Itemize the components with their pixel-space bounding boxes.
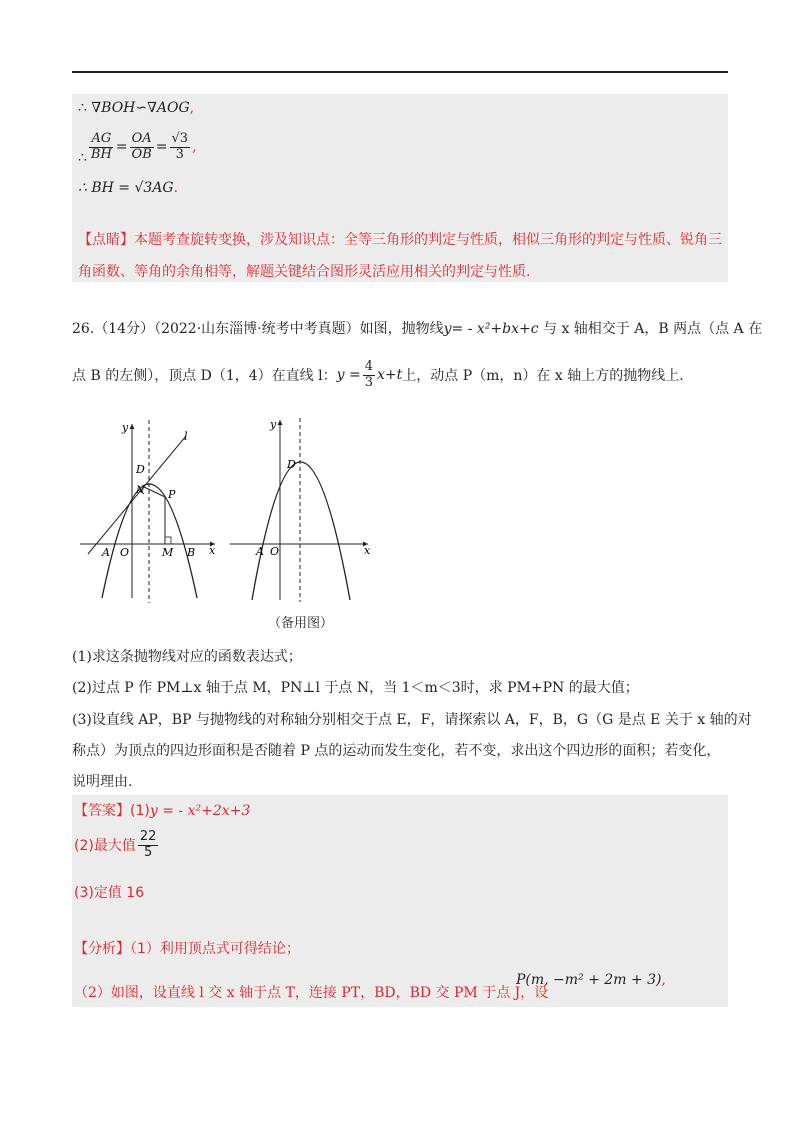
figure-main: [80, 418, 230, 604]
fig1-label-d: D: [136, 463, 145, 476]
red-comma-2: ,: [192, 139, 197, 155]
fig1-label-m: M: [162, 546, 174, 559]
fig2-label-x: x: [364, 544, 371, 557]
fig1-label-p: P: [168, 488, 176, 501]
question-3-line-2: 称点）为顶点的四边形面积是否随着 P 点的运动而发生变化，若不变，求出这个四边形的面积；若变化，: [72, 743, 721, 759]
proof-line-1: [78, 100, 194, 116]
dianjing-line-1: 【点睛】本题考查旋转变换，涉及知识点：全等三角形的判定与性质，相似三角形的判定与性质、锐角三: [78, 232, 722, 248]
fig1-label-a: A: [102, 546, 110, 559]
fig1-label-x: x: [209, 544, 216, 557]
problem-line-1: 26.（14分）（2022·山东淄博·统考中考真题）如图，抛物线y= - x²+bx+c 与 x 轴相交于 A，B 两点（点 A 在: [72, 321, 763, 337]
fig1-label-o: O: [120, 546, 130, 559]
question-3-line-1: (3)设直线 AP，BP 与抛物线的对称轴分别相交于点 E，F，请探索以 A，F，B，G（G 是点 E 关于 x 轴的对: [72, 712, 752, 728]
parabola-2: [252, 462, 350, 600]
dianjing-line-2: 角函数、等角的余角相等，解题关键结合图形灵活应用相关的判定与性质.: [78, 264, 531, 280]
fig2-label-y: y: [270, 418, 277, 431]
dianjing-tag: 【点睛】: [78, 232, 134, 248]
analysis-formula: P(m, −m² + 2m + 3),: [516, 972, 666, 988]
question-1: (1)求这条抛物线对应的函数表达式；: [72, 649, 302, 665]
proof-line-2: ∴ $\frac{AG}{BH}$ = $\frac{OA}{OB}$ = $\frac{√3}{3}$ ,: [78, 130, 197, 166]
analysis-line-1: 【分析】（1）利用顶点式可得结论；: [74, 941, 300, 957]
problem-line-2: 点 B 的左侧），顶点 D（1，4）在直线 l： y = $\frac{4}{3}$ x+t 上，动点 P（m，n）在 x 轴上方的抛物线上.: [72, 359, 684, 390]
analysis-tag: 【分析】: [74, 941, 130, 957]
therefore-symbol: ∴: [78, 100, 87, 116]
fig2-label-a: A: [256, 545, 264, 558]
analysis-line-2: （2）如图，设直线 l 交 x 轴于点 T，连接 PT，BD，BD 交 PM 于点 J，设: [74, 985, 549, 1001]
similar-triangles-text: ∇BOH∽∇AOG: [91, 100, 190, 116]
answer-line-2: (2)最大值 $\frac{22}{5}$: [74, 829, 157, 860]
answer-tag: 【答案】: [74, 803, 130, 819]
fraction-22-5: $\frac{22}{5}$: [139, 829, 157, 860]
fraction-4-3: $\frac{4}{3}$: [364, 359, 373, 390]
figure-caption: （备用图）: [268, 616, 334, 631]
fig1-label-y: y: [122, 421, 129, 434]
fraction-sqrt3-3: $\frac{√3}{3}$: [171, 130, 189, 162]
fig2-label-d: D: [287, 458, 296, 471]
fig1-label-b: B: [187, 546, 196, 559]
proof-line-3: ∴ BH = √3AG.: [78, 180, 179, 196]
question-2: (2)过点 P 作 PM⊥x 轴于点 M，PN⊥l 于点 N，当 1＜m＜3时，求 PM+PN 的最大值；: [72, 680, 639, 696]
therefore-symbol-2: ∴: [78, 150, 87, 166]
fig1-label-n: N: [136, 485, 145, 496]
answer-line-1: 【答案】(1)y = - x²+2x+3: [74, 803, 251, 819]
header-rule: [72, 71, 728, 73]
bh-equation: ∴ BH = √3AG: [78, 180, 174, 196]
question-3-line-3: 说明理由.: [72, 774, 133, 790]
fraction-oa-ob: $\frac{OA}{OB}$: [131, 130, 152, 162]
fig1-label-l: l: [184, 430, 188, 443]
red-comma: ,: [189, 100, 195, 116]
fig2-label-o: O: [270, 545, 280, 558]
figure-spare: [230, 414, 380, 604]
answer-line-3: (3)定值 16: [74, 885, 145, 901]
fraction-ag-bh: $\frac{AG}{BH}$: [90, 130, 112, 162]
